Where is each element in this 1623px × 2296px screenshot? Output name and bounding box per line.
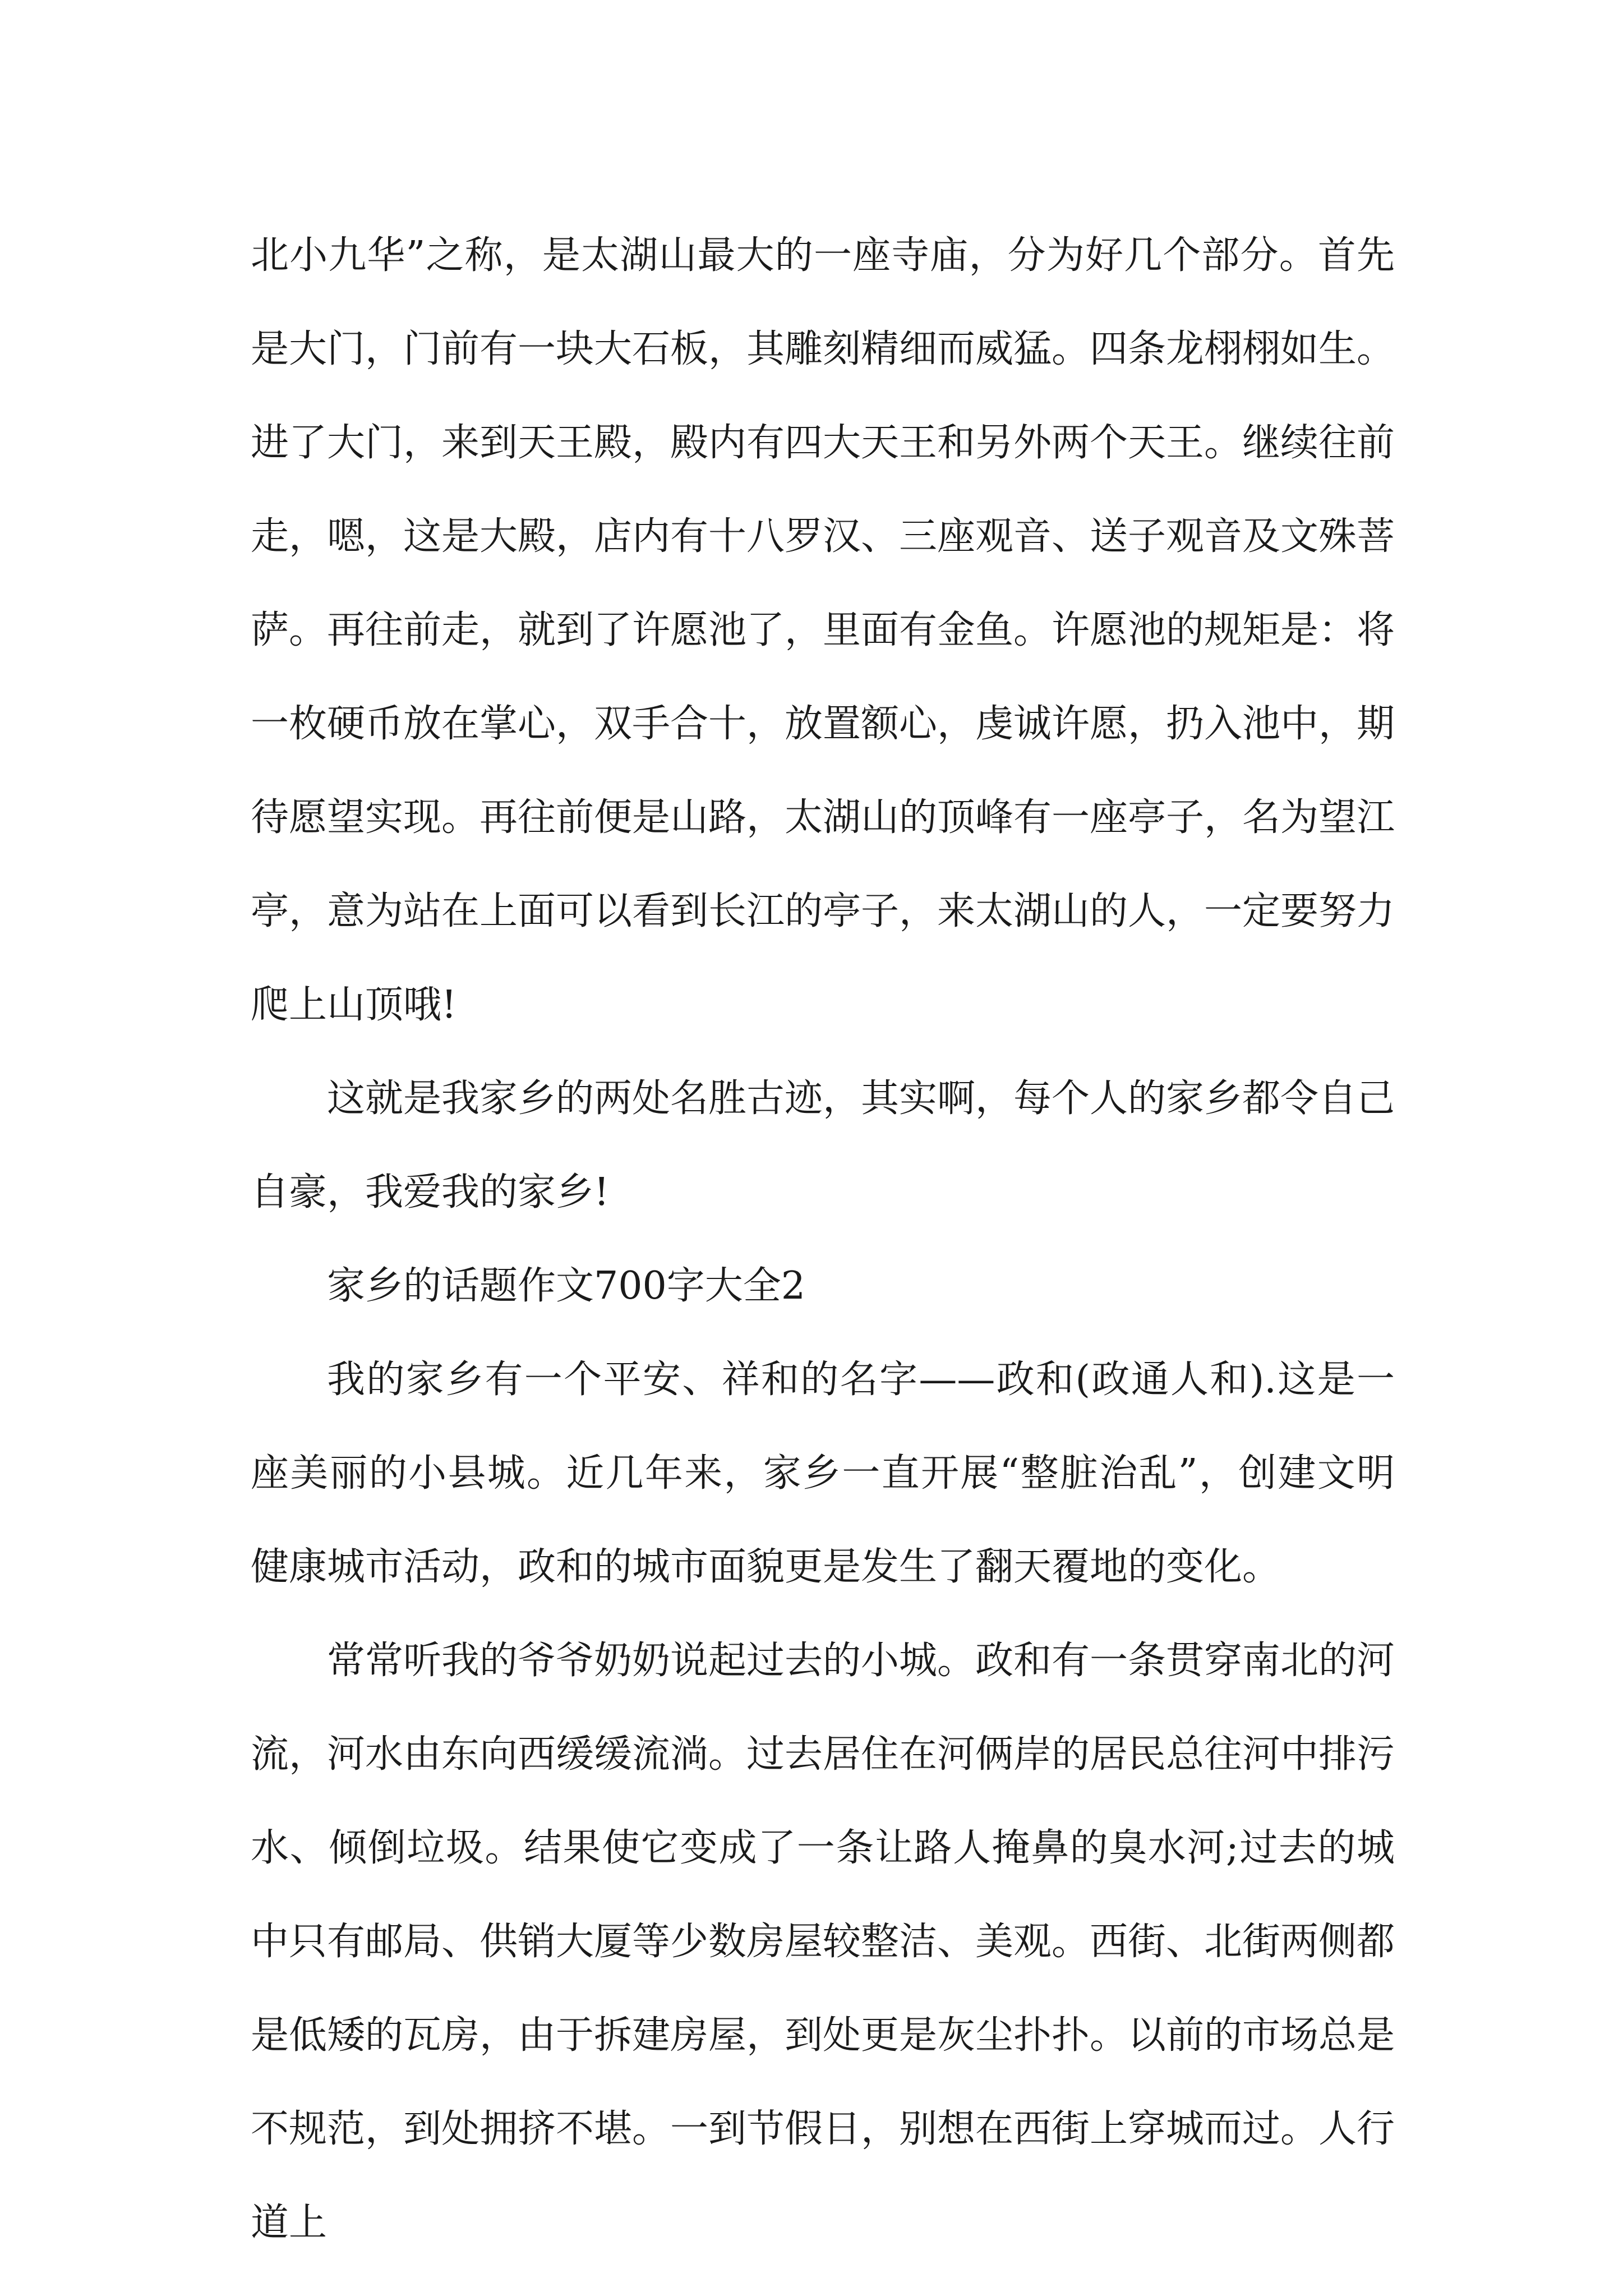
document-body xyxy=(251,209,1395,2270)
paragraph-past-town: 常常听我的爷爷奶奶说起过去的小城。政和有一条贯穿南北的河流，河水由东向西缓缓流淌。过去居住在河俩岸的居民总往河中排污水、倾倒垃圾。结果使它变成了一条让路人掩鼻的臭水河;过去的城中只有邮局、供销大厦等少数房屋较整洁、美观。西街、北街两侧都是低矮的瓦房，由于拆建房屋，到处更是灰尘扑扑。以前的市场总是不规范，到处拥挤不堪。一到节假日，别想在西街上穿城而过。人行道上 xyxy=(251,1639,1395,2245)
essay-heading: 家乡的话题作文700字大全2 xyxy=(327,1264,806,1308)
paragraph-conclusion: 这就是我家乡的两处名胜古迹，其实啊，每个人的家乡都令自己自豪，我爱我的家乡! xyxy=(251,1076,1395,1214)
paragraph-temple: 北小九华”之称，是太湖山最大的一座寺庙，分为好几个部分。首先是大门，门前有一块大石板，其雕刻精细而威猛。四条龙栩栩如生。进了大门，来到天王殿，殿内有四大天王和另外两个天王。继续往前走，嗯，这是大殿，店内有十八罗汉、三座观音、送子观音及文殊菩萨。再往前走，就到了许愿池了，里面有金鱼。许愿池的规矩是：将一枚硬币放在掌心，双手合十，放置额心，虔诚许愿，扔入池中，期待愿望实现。再往前便是山路，太湖山的顶峰有一座亭子，名为望江亭，意为站在上面可以看到长江的亭子，来太湖山的人，一定要努力爬上山顶哦! xyxy=(251,233,1395,1027)
paragraph-intro-zhenghe: 我的家乡有一个平安、祥和的名字——政和(政通人和).这是一座美丽的小县城。近几年来，家乡一直开展“整脏治乱”，创建文明健康城市活动，政和的城市面貌更是发生了翻天覆地的变化。 xyxy=(251,1358,1395,1589)
